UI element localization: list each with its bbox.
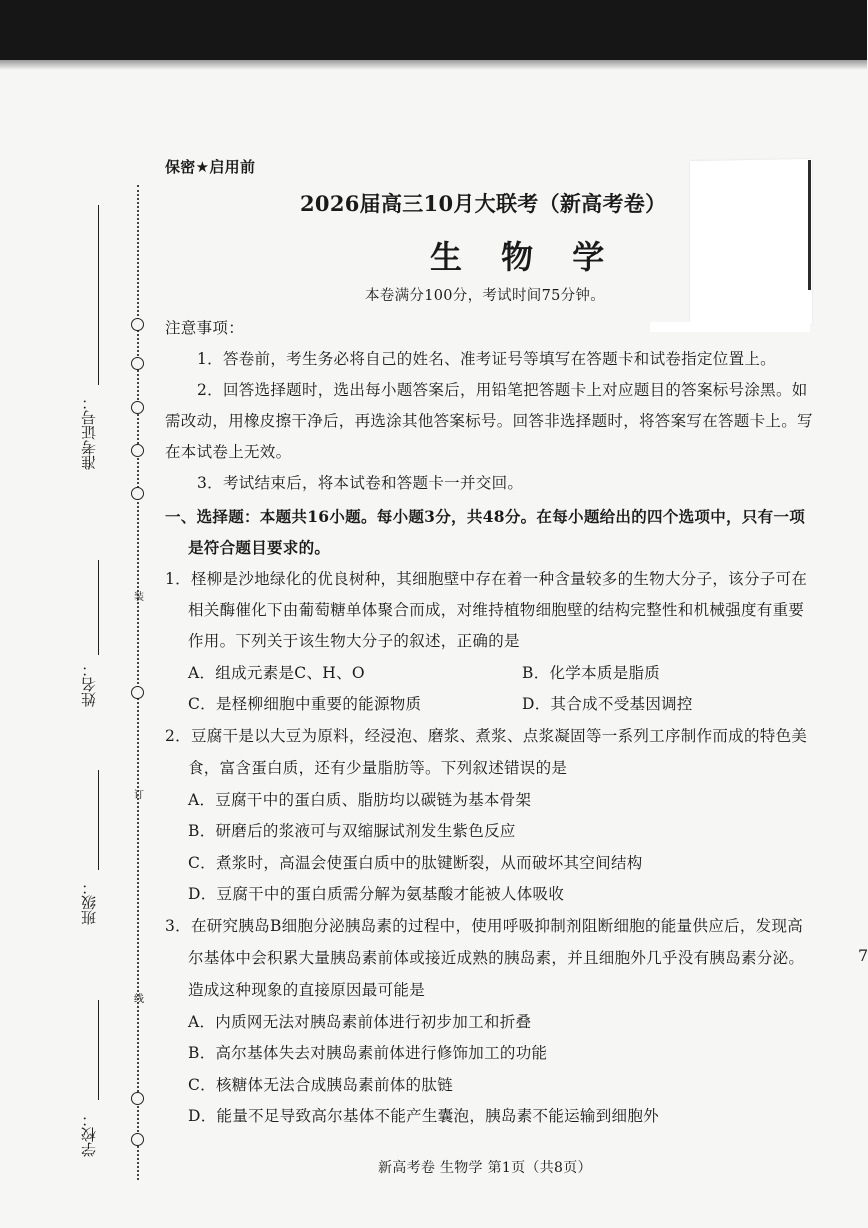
school-line: [98, 1000, 99, 1100]
option-c: C．是柽柳细胞中重要的能源物质: [188, 695, 422, 713]
question-stem: 1．柽柳是沙地绿化的优良树种，其细胞壁中存在着一种含量较多的生物大分子，该分子可在: [165, 570, 808, 588]
side-mark: 7: [858, 946, 868, 965]
option-b: B．化学本质是脂质: [522, 664, 661, 682]
name-label: 姓名：: [80, 662, 98, 707]
school-label: 学校：: [80, 1112, 98, 1157]
notice-item: 3．考试结束后，将本试卷和答题卡一并交回。: [197, 474, 524, 492]
notice-item: 2．回答选择题时，选出每小题答案后，用铅笔把答题卡上对应题目的答案标号涂黑。如: [197, 381, 808, 399]
question-stem: 相关酶催化下由葡萄糖单体聚合而成，对维持植物细胞壁的结构完整性和机械强度有重要: [188, 601, 805, 619]
option-b: B．高尔基体失去对胰岛素前体进行修饰加工的功能: [188, 1044, 548, 1062]
sticker-base: [650, 322, 810, 332]
binding-hole: [131, 1092, 144, 1105]
sticker-edge: [808, 160, 811, 290]
option-d: D．豆腐干中的蛋白质需分解为氨基酸才能被人体吸收: [188, 885, 565, 903]
question-stem: 作用。下列关于该生物大分子的叙述，正确的是: [188, 632, 520, 650]
notice-item: 需改动，用橡皮擦干净后，再选涂其他答案标号。回答非选择题时，将答案写在答题卡上。写: [165, 412, 813, 430]
question-stem: 食，富含蛋白质，还有少量脂肪等。下列叙述错误的是: [188, 759, 568, 777]
binding-word: 装: [134, 592, 144, 603]
exam-id-line: [98, 205, 99, 385]
name-line: [98, 560, 99, 655]
binding-hole: [131, 444, 144, 457]
binding-hole: [131, 1133, 144, 1146]
option-d: D．其合成不受基因调控: [522, 695, 693, 713]
notice-heading: 注意事项：: [165, 319, 245, 337]
binding-word: 订: [134, 790, 144, 801]
notice-item: 在本试卷上无效。: [165, 443, 292, 461]
option-a: A．内质网无法对胰岛素前体进行初步加工和折叠: [188, 1013, 532, 1031]
question-stem: 造成这种现象的直接原因最可能是: [188, 981, 426, 999]
class-line: [98, 770, 99, 870]
option-d: D．能量不足导致高尔基体不能产生囊泡，胰岛素不能运输到细胞外: [188, 1107, 659, 1125]
binding-hole: [131, 487, 144, 500]
exam-title: 2026届高三10月大联考（新高考卷）: [300, 191, 667, 216]
question-stem: 3．在研究胰岛B细胞分泌胰岛素的过程中，使用呼吸抑制剂阻断细胞的能量供应后，发现高: [165, 917, 804, 935]
section-heading: 一、选择题：本题共16小题。每小题3分，共48分。在每小题给出的四个选项中，只有一项: [165, 507, 806, 526]
page-footer: 新高考卷 生物学 第1页（共8页）: [378, 1160, 592, 1176]
binding-word: 线: [134, 994, 144, 1005]
exam-id-label: 准考证号：: [80, 395, 98, 470]
question-stem: 2．豆腐干是以大豆为原料，经浸泡、磨浆、煮浆、点浆凝固等一系列工序制作而成的特色美: [165, 727, 808, 745]
paper-sticker: [690, 159, 812, 326]
full-mark-note: 本卷满分100分，考试时间75分钟。: [365, 288, 606, 304]
option-b: B．研磨后的浆液可与双缩脲试剂发生紫色反应: [188, 822, 516, 840]
binding-hole: [131, 686, 144, 699]
notice-item: 1．答卷前，考生务必将自己的姓名、准考证号等填写在答题卡和试卷指定位置上。: [197, 350, 776, 368]
class-label: 班级：: [80, 880, 98, 925]
option-a: A．组成元素是C、H、O: [188, 664, 365, 682]
option-c: C．煮浆时，高温会使蛋白质中的肽键断裂，从而破坏其空间结构: [188, 854, 643, 872]
section-heading-cont: 是符合题目要求的。: [188, 538, 331, 557]
scan-top-border: [0, 0, 867, 62]
binding-dotted-line: [137, 185, 139, 1180]
option-a: A．豆腐干中的蛋白质、脂肪均以碳链为基本骨架: [188, 791, 532, 809]
binding-hole: [131, 357, 144, 370]
binding-hole: [131, 318, 144, 331]
question-stem: 尔基体中会积累大量胰岛素前体或接近成熟的胰岛素，并且细胞外几乎没有胰岛素分泌。: [188, 949, 805, 967]
option-c: C．核糖体无法合成胰岛素前体的肽链: [188, 1076, 453, 1094]
confidential-label: 保密★启用前: [165, 158, 256, 176]
binding-hole: [131, 401, 144, 414]
subject-title: 生 物 学: [430, 238, 619, 276]
